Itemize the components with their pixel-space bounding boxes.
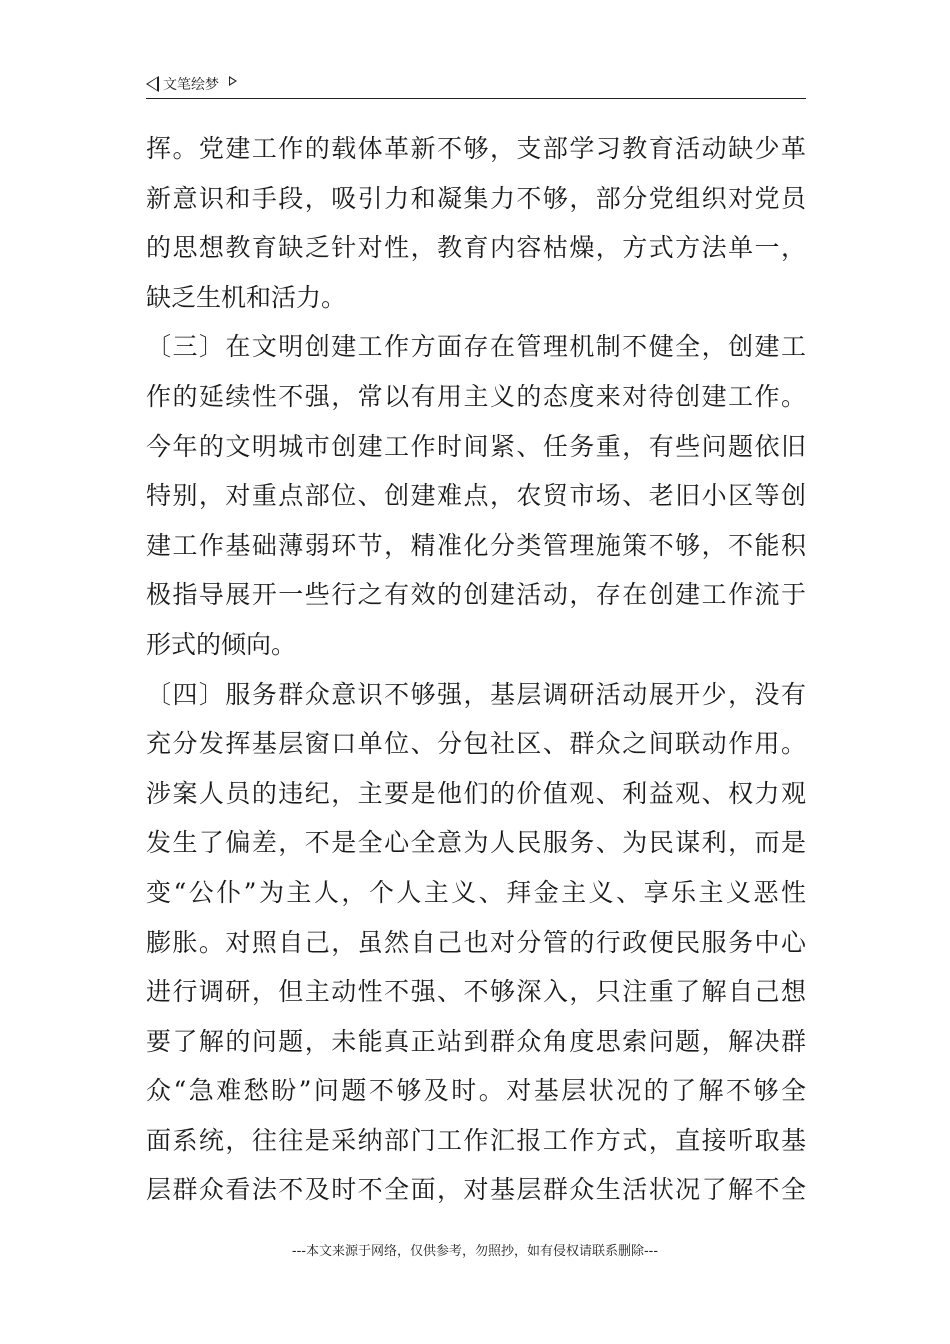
page-header bbox=[146, 72, 806, 99]
text-line: 作的延续性不强，常以有用主义的态度来对待创建工作。 bbox=[146, 381, 806, 411]
text-line: 层群众看法不及时不全面，对基层群众生活状况了解不全 bbox=[146, 1175, 806, 1205]
text-line: 要了解的问题，未能真正站到群众角度思索问题，解决群 bbox=[146, 1026, 806, 1056]
text-line: 今年的文明城市创建工作时间紧、任务重，有些问题依旧 bbox=[146, 431, 806, 461]
text-line: 新意识和手段，吸引力和凝集力不够，部分党组织对党员 bbox=[146, 183, 806, 213]
text-line: 挥。党建工作的载体革新不够，支部学习教育活动缺少革 bbox=[146, 134, 806, 163]
text-line: 建工作基础薄弱环节，精准化分类管理施策不够，不能积 bbox=[146, 530, 806, 560]
text-line: 缺乏生机和活力。 bbox=[146, 282, 347, 312]
text-line: 发生了偏差，不是全心全意为人民服务、为民谋利，而是 bbox=[146, 828, 806, 858]
text-line: 极指导展开一些行之有效的创建活动，存在创建工作流于 bbox=[146, 580, 806, 610]
document-body bbox=[146, 124, 806, 1215]
text-line: 特别，对重点部位、创建难点，农贸市场、老旧小区等创 bbox=[146, 481, 806, 511]
text-line: 形式的倾向。 bbox=[146, 629, 297, 659]
footer-disclaimer: ---本文来源于网络，仅供参考，勿照抄，如有侵权请联系删除--- bbox=[291, 1244, 659, 1259]
text-line: 进行调研，但主动性不强、不够深入，只注重了解自己想 bbox=[146, 977, 806, 1007]
text-line: 膨胀。对照自己，虽然自己也对分管的行政便民服务中心 bbox=[146, 927, 806, 957]
triangle-left-icon bbox=[146, 76, 159, 92]
text-line: 众“急难愁盼”问题不够及时。对基层状况的了解不够全 bbox=[146, 1076, 806, 1106]
triangle-right-icon bbox=[229, 76, 237, 86]
header-brand bbox=[146, 74, 237, 94]
header-brand-text: 文笔绘梦 bbox=[163, 77, 219, 93]
text-line: 〔四〕服务群众意识不够强，基层调研活动展开少，没有 bbox=[146, 679, 806, 709]
text-line: 涉案人员的违纪，主要是他们的价值观、利益观、权力观 bbox=[146, 778, 806, 808]
text-line: 〔三〕在文明创建工作方面存在管理机制不健全，创建工 bbox=[146, 332, 806, 362]
text-line: 面系统，往往是采纳部门工作汇报工作方式，直接听取基 bbox=[146, 1125, 806, 1155]
text-line: 变“公仆”为主人，个人主义、拜金主义、享乐主义恶性 bbox=[146, 877, 806, 907]
text-line: 充分发挥基层窗口单位、分包社区、群众之间联动作用。 bbox=[146, 729, 806, 759]
text-line: 的思想教育缺乏针对性，教育内容枯燥，方式方法单一， bbox=[146, 233, 806, 263]
